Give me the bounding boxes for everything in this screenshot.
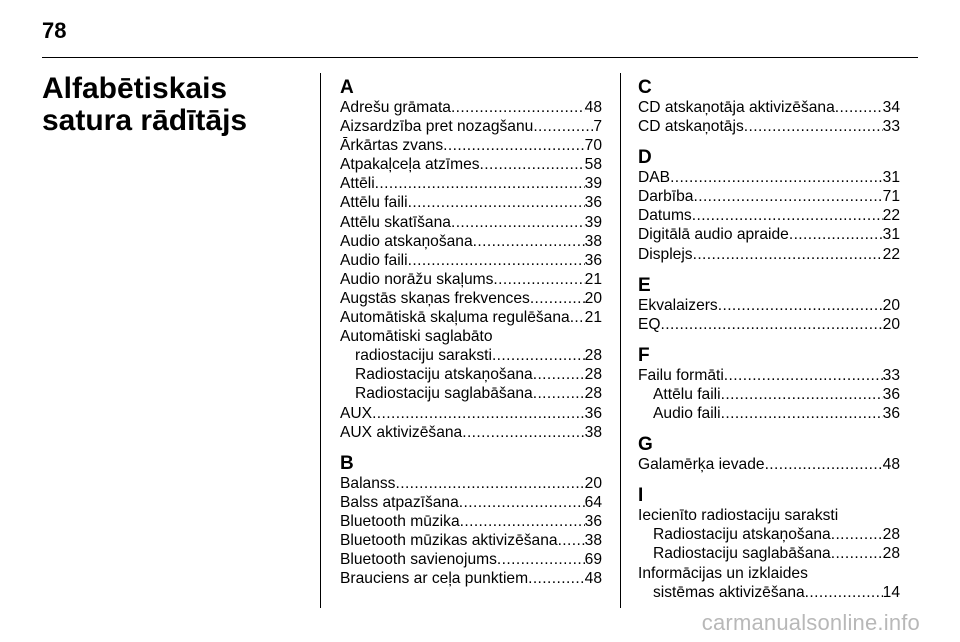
entry-page-number: 22 — [882, 207, 900, 225]
dot-leader — [721, 404, 883, 423]
section-letter: F — [638, 344, 650, 366]
entry-page-number: 64 — [584, 493, 602, 511]
dot-leader — [558, 531, 585, 550]
index-entry-augstas-skanas-frekvences[interactable] — [340, 289, 602, 308]
page-number: 78 — [42, 18, 67, 43]
entry-page-number: 14 — [882, 583, 900, 601]
entry-page-number: 28 — [882, 545, 900, 563]
entry-page-number: 31 — [882, 226, 900, 244]
index-entry-adresu-gramata[interactable] — [340, 98, 602, 117]
entry-page-number: 20 — [584, 474, 602, 492]
entry-page-number: 33 — [882, 366, 900, 384]
dot-leader — [480, 155, 585, 174]
index-entry-automatiska-skaluma-regulesana[interactable] — [340, 308, 602, 327]
entry-page-number: 38 — [584, 423, 602, 441]
entry-label: Augstās skaņas frekvences — [340, 289, 530, 307]
entry-label: Radiostaciju atskaņošana — [355, 366, 533, 384]
index-entry-cd-atskanotaja-aktivizesana[interactable] — [638, 98, 900, 117]
entry-label: Bluetooth mūzikas aktivizēšana — [340, 531, 558, 549]
index-entry-audio-faili[interactable] — [340, 251, 602, 270]
dot-leader — [831, 525, 883, 544]
dot-leader — [789, 225, 883, 244]
section-letter: C — [638, 77, 652, 98]
entry-page-number: 36 — [584, 251, 602, 269]
entry-label: Audio norāžu skaļums — [340, 270, 494, 288]
dot-leader — [493, 270, 584, 289]
entry-page-number: 58 — [584, 156, 602, 174]
index-entry-displejs[interactable] — [638, 245, 900, 264]
entry-page-number: 28 — [584, 385, 602, 403]
index-section-d — [638, 148, 900, 263]
index-entry-eq[interactable] — [638, 315, 900, 334]
entry-label: Attēlu skatīšana — [340, 213, 451, 231]
dot-leader — [462, 423, 584, 442]
dot-leader — [459, 493, 585, 512]
entry-label: Audio faili — [653, 405, 721, 423]
dot-leader — [693, 245, 883, 264]
entry-label: Radiostaciju atskaņošana — [653, 526, 831, 544]
index-entry-atpakalcela-atzimes[interactable] — [340, 155, 602, 174]
entry-label: Radiostaciju saglabāšana — [653, 545, 831, 563]
entry-page-number: 36 — [882, 385, 900, 403]
entry-label: Atpakaļceļa atzīmes — [340, 156, 480, 174]
entry-label: DAB — [638, 169, 671, 187]
column-divider-left — [320, 73, 321, 608]
dot-leader — [831, 544, 883, 563]
entry-label: radiostaciju saraksti — [355, 347, 492, 365]
index-entry-digitala-audio-apraide[interactable] — [638, 225, 900, 244]
index-entry-dab[interactable] — [638, 168, 900, 187]
index-entry-cd-atskanotajs[interactable] — [638, 117, 900, 136]
entry-page-number: 36 — [584, 194, 602, 212]
entry-label: Bluetooth mūzika — [340, 512, 460, 530]
dot-leader — [530, 289, 585, 308]
index-heading-iecienito-radiostaciju-saraksti: Iecienīto radiostaciju saraksti — [638, 507, 839, 525]
entry-page-number: 48 — [584, 570, 602, 588]
entry-label: Balss atpazīšana — [340, 493, 459, 511]
dot-leader — [528, 569, 585, 588]
entry-page-number: 38 — [584, 232, 602, 250]
index-entry-audio-faili[interactable] — [638, 404, 900, 423]
entry-page-number: 39 — [584, 213, 602, 231]
index-entry-darbiba[interactable] — [638, 187, 900, 206]
index-column-1 — [340, 78, 602, 588]
dot-leader — [533, 117, 593, 136]
index-entry-failu-formati[interactable] — [638, 366, 900, 385]
index-entry-attelu-skatisana[interactable] — [340, 213, 602, 232]
entry-label: AUX — [340, 404, 373, 422]
dot-leader — [451, 213, 585, 232]
dot-leader — [460, 512, 585, 531]
entry-label: Attēlu faili — [653, 385, 721, 403]
index-entry-galamerka-ievade[interactable] — [638, 455, 900, 474]
entry-label: Attēlu faili — [340, 194, 408, 212]
index-section-b — [340, 454, 602, 589]
index-entry-brauciens-ar-cela-punktiem[interactable] — [340, 569, 602, 588]
header-rule — [42, 57, 918, 58]
index-entry-bluetooth-savienojums[interactable] — [340, 550, 602, 569]
entry-label: Audio faili — [340, 251, 408, 269]
entry-label: Ekvalaizers — [638, 296, 718, 314]
dot-leader — [692, 206, 883, 225]
index-entry-balss-atpazisana[interactable] — [340, 493, 602, 512]
entry-page-number: 20 — [584, 289, 602, 307]
entry-page-number: 31 — [882, 169, 900, 187]
dot-leader — [693, 187, 882, 206]
entry-label: CD atskaņotājs — [638, 118, 744, 136]
dot-leader — [805, 583, 883, 602]
dot-leader — [497, 550, 585, 569]
entry-page-number: 69 — [584, 551, 602, 569]
dot-leader — [408, 251, 585, 270]
dot-leader — [533, 384, 585, 403]
index-entry-aux[interactable] — [340, 404, 602, 423]
index-entry-audio-atskanosana[interactable] — [340, 232, 602, 251]
entry-page-number: 28 — [584, 347, 602, 365]
entry-page-number: 22 — [882, 245, 900, 263]
entry-label: Bluetooth savienojums — [340, 551, 497, 569]
watermark: carmanualsonline.info — [701, 610, 920, 635]
index-entry-bluetooth-muzika[interactable] — [340, 512, 602, 531]
entry-page-number: 28 — [882, 526, 900, 544]
dot-leader — [835, 98, 883, 117]
entry-label: Digitālā audio apraide — [638, 226, 789, 244]
section-letter: G — [638, 434, 653, 456]
entry-label: sistēmas aktivizēšana — [653, 583, 805, 601]
dot-leader — [375, 174, 585, 193]
dot-leader — [661, 315, 883, 334]
index-entry-attelu-faili[interactable] — [638, 385, 900, 404]
entry-page-number: 36 — [584, 512, 602, 530]
entry-page-number: 20 — [882, 315, 900, 333]
index-entry-radiostaciju-saglabasana[interactable] — [340, 384, 602, 403]
index-entry-aizsardziba-pret-nozagsanu[interactable] — [340, 117, 602, 136]
dot-leader — [451, 98, 585, 117]
index-section-g — [638, 435, 900, 474]
entry-label: Datums — [638, 207, 692, 225]
entry-label: Adrešu grāmata — [340, 99, 451, 116]
dot-leader — [765, 455, 883, 474]
section-letter: A — [340, 77, 354, 98]
index-entry-ekvalaizers[interactable] — [638, 296, 900, 315]
section-letter: I — [638, 485, 644, 507]
index-entry-audio-norazu-skalums[interactable] — [340, 270, 602, 289]
index-column-2 — [638, 78, 900, 602]
index-entry-aux-aktivizesana[interactable] — [340, 423, 602, 442]
dot-leader — [408, 193, 585, 212]
entry-label: Balanss — [340, 474, 396, 492]
entry-page-number: 34 — [882, 99, 900, 116]
index-heading-automatiski-saglabato: Automātiski saglabāto — [340, 328, 493, 346]
dot-leader — [570, 308, 585, 327]
entry-label: Audio atskaņošana — [340, 232, 473, 250]
page-title: Alfabētiskais satura rādītājs — [42, 72, 248, 137]
entry-label: EQ — [638, 315, 661, 333]
entry-page-number: 48 — [882, 456, 900, 474]
index-section-c — [638, 78, 900, 136]
entry-page-number: 21 — [584, 270, 602, 288]
index-section-e — [638, 276, 900, 334]
entry-page-number: 7 — [593, 118, 602, 136]
dot-leader — [721, 385, 883, 404]
dot-leader — [492, 346, 585, 365]
entry-label: Failu formāti — [638, 366, 724, 384]
index-section-i — [638, 486, 900, 601]
index-entry-atteli[interactable] — [340, 174, 602, 193]
entry-page-number: 36 — [584, 404, 602, 422]
index-section-f — [638, 346, 900, 423]
index-entry-radiostaciju-atskanosana[interactable] — [340, 365, 602, 384]
dot-leader — [533, 365, 585, 384]
index-entry-datums[interactable] — [638, 206, 900, 225]
section-letter: D — [638, 147, 652, 169]
entry-page-number: 28 — [584, 366, 602, 384]
index-entry-radiostaciju-saglabasana[interactable] — [638, 544, 900, 563]
entry-label: Darbība — [638, 188, 694, 206]
index-entry-bluetooth-muzikas-aktivizesana[interactable] — [340, 531, 602, 550]
entry-page-number: 20 — [882, 296, 900, 314]
section-letter: B — [340, 452, 354, 474]
dot-leader — [372, 404, 585, 423]
index-entry-radiostaciju-saraksti[interactable] — [340, 346, 602, 365]
entry-label: Galamērķa ievade — [638, 456, 765, 474]
dot-leader — [443, 136, 585, 155]
index-section-a — [340, 78, 602, 442]
entry-label: Displejs — [638, 245, 693, 263]
column-divider-right — [620, 73, 621, 608]
entry-page-number: 48 — [584, 99, 602, 116]
entry-page-number: 70 — [584, 137, 602, 155]
dot-leader — [670, 168, 883, 187]
index-entry-sistemas-aktivizesana[interactable] — [638, 583, 900, 602]
dot-leader — [724, 366, 883, 385]
index-entry-attelu-faili[interactable] — [340, 193, 602, 212]
entry-label: Radiostaciju saglabāšana — [355, 385, 533, 403]
dot-leader — [744, 117, 883, 136]
entry-label: Attēli — [340, 175, 375, 193]
index-entry-arkartas-zvans[interactable] — [340, 136, 602, 155]
entry-page-number: 21 — [584, 309, 602, 327]
dot-leader — [473, 232, 585, 251]
entry-page-number: 39 — [584, 175, 602, 193]
index-heading-informacijas-un-izklaides: Informācijas un izklaides — [638, 564, 808, 582]
entry-page-number: 38 — [584, 531, 602, 549]
entry-label: Ārkārtas zvans — [340, 137, 444, 155]
index-entry-balanss[interactable] — [340, 474, 602, 493]
entry-label: Aizsardzība pret nozagšanu — [340, 118, 534, 136]
dot-leader — [395, 474, 584, 493]
entry-page-number: 71 — [882, 188, 900, 206]
entry-label: Brauciens ar ceļa punktiem — [340, 570, 529, 588]
section-letter: E — [638, 274, 651, 296]
entry-page-number: 36 — [882, 405, 900, 423]
entry-label: Automātiskā skaļuma regulēšana — [340, 309, 570, 327]
entry-page-number: 33 — [882, 118, 900, 136]
dot-leader — [718, 296, 883, 315]
entry-label: CD atskaņotāja aktivizēšana — [638, 99, 835, 116]
entry-label: AUX aktivizēšana — [340, 423, 463, 441]
index-entry-radiostaciju-atskanosana[interactable] — [638, 525, 900, 544]
